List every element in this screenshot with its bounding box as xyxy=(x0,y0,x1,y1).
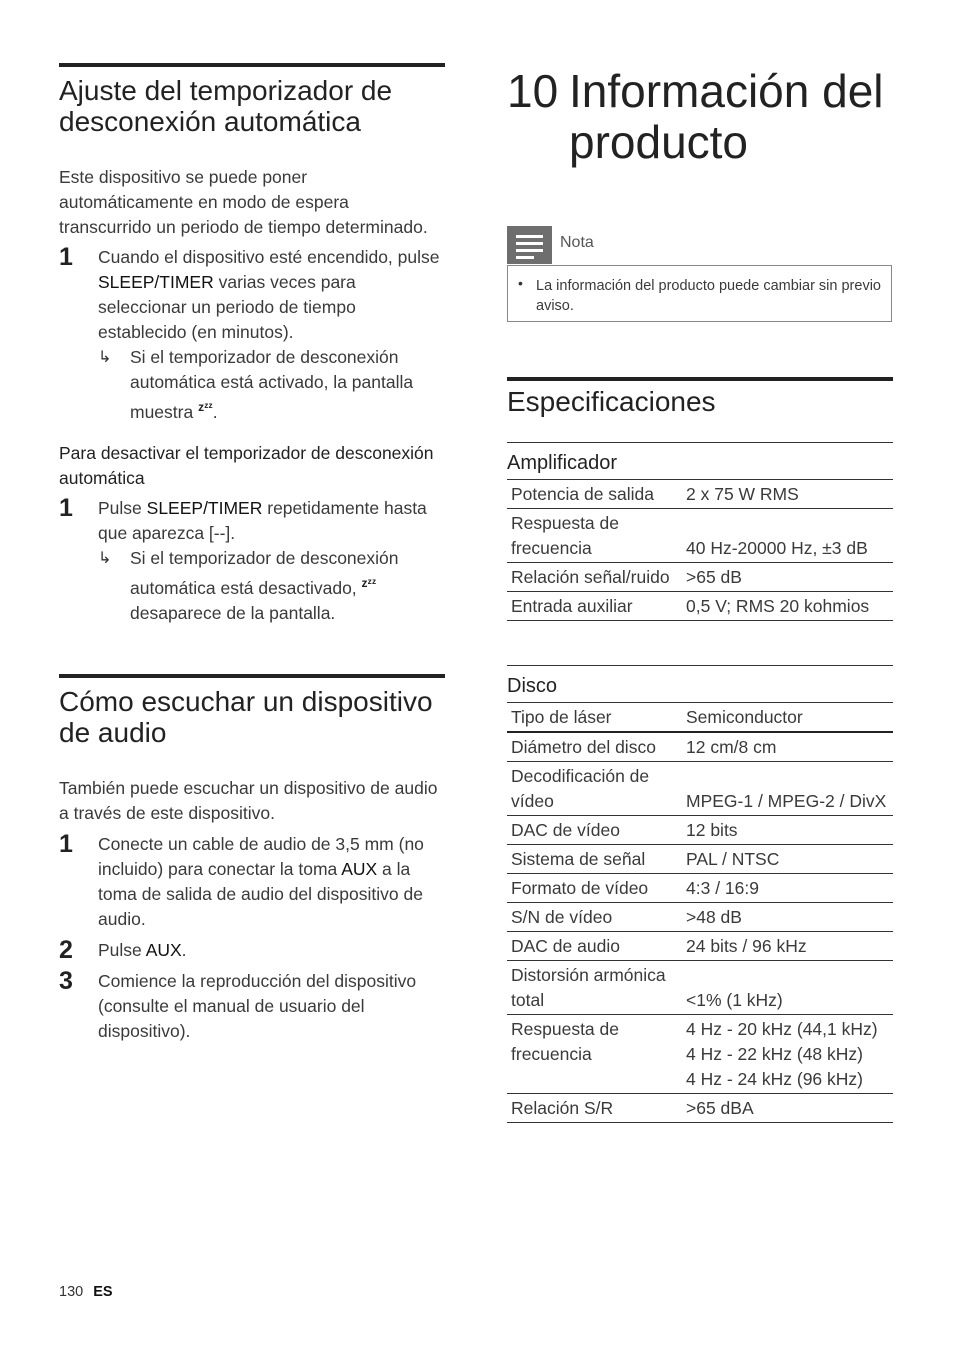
spec-value xyxy=(682,845,893,873)
spec-value xyxy=(682,932,893,960)
spec-value-line: MPEG-1 / MPEG-2 / DivX xyxy=(686,791,887,811)
spec-title: Especificaciones xyxy=(507,386,716,417)
spec-value xyxy=(682,480,893,508)
key-label: AUX xyxy=(341,858,378,879)
note-label: Nota xyxy=(560,234,594,251)
note-bullet: • xyxy=(518,275,523,291)
sleep-icon: zᶻᶻ xyxy=(361,575,377,590)
step-number: 1 xyxy=(59,243,73,271)
spec-value xyxy=(682,762,893,815)
spec-key: Formato de vídeo xyxy=(511,878,649,898)
spec-value xyxy=(682,703,893,731)
section-rule xyxy=(59,63,445,67)
step-number: 1 xyxy=(59,829,73,858)
spec-key: Entrada auxiliar xyxy=(511,596,633,616)
spec-key: DAC de audio xyxy=(511,936,620,956)
spec-key: Respuesta de frecuencia xyxy=(511,513,619,558)
amplifier-table xyxy=(507,442,893,621)
spec-key: Decodificación de vídeo xyxy=(511,766,650,811)
spec-value-line: 12 bits xyxy=(686,820,738,840)
spec-value-line: 4:3 / 16:9 xyxy=(686,878,759,898)
audio-intro: También puede escuchar un dispositivo de audio a través de este dispositivo. xyxy=(59,777,438,823)
spec-value-line: >65 dB xyxy=(686,567,742,587)
table-row xyxy=(507,762,893,816)
table-row xyxy=(507,703,893,733)
spec-key: Tipo de láser xyxy=(511,707,612,727)
spec-value-line: >48 dB xyxy=(686,907,742,927)
section-title-audio: Cómo escuchar un dispositivo de audio xyxy=(59,685,433,748)
spec-value-line: 12 cm/8 cm xyxy=(686,737,777,757)
step-number: 1 xyxy=(59,493,73,522)
key-label: SLEEP/TIMER xyxy=(146,497,263,518)
result-arrow-icon: ↳ xyxy=(98,349,112,366)
disc-table xyxy=(507,665,893,1123)
note-icon xyxy=(507,226,552,264)
table-row xyxy=(507,903,893,932)
spec-value xyxy=(682,509,893,562)
spec-value-line: PAL / NTSC xyxy=(686,849,780,869)
spec-key: S/N de vídeo xyxy=(511,907,613,927)
table-row xyxy=(507,845,893,874)
sleep-icon: zᶻᶻ xyxy=(198,400,213,414)
sleep-result-2: ↳ Si el temporizador de desconexión automática está desactivado, $^{zᶻᶻ}$ desaparece de la pantalla. xyxy=(98,547,399,623)
step-number: 3 xyxy=(59,966,73,995)
spec-value-line: 0,5 V; RMS 20 kohmios xyxy=(686,596,870,616)
table-row xyxy=(507,874,893,903)
key-label: SLEEP/TIMER xyxy=(98,272,214,292)
table-row xyxy=(507,733,893,762)
table-row xyxy=(507,1015,893,1094)
audio-step-2: 2 Pulse AUX. xyxy=(59,935,187,964)
spec-value-line: 2 x 75 W RMS xyxy=(686,484,799,504)
spec-value-line: 4 Hz - 22 kHz (48 kHz) xyxy=(686,1044,863,1064)
sleep-step-1: 1 Cuando el dispositivo esté encendido, pulse SLEEP/TIMER varias veces para seleccionar un periodo de tiempo establecido (en minutos). xyxy=(59,243,440,342)
table-row xyxy=(507,480,893,509)
section-title-sleep-timer: Ajuste del temporizador de desconexión automática xyxy=(59,75,393,137)
spec-key: Distorsión armónica total xyxy=(511,965,666,1010)
spec-value xyxy=(682,1015,893,1093)
spec-key: Sistema de señal xyxy=(511,849,646,869)
spec-value xyxy=(682,816,893,844)
sleep-intro: Este dispositivo se puede poner automáticamente en modo de espera transcurrido un periodo de tiempo determinado. xyxy=(59,167,428,237)
spec-value-line: 4 Hz - 20 kHz (44,1 kHz) xyxy=(686,1019,878,1039)
audio-step-1: 1 Conecte un cable de audio de 3,5 mm (no incluido) para conectar la toma AUX a la toma de salida de audio del dispositivo de audio. xyxy=(59,829,424,929)
spec-value xyxy=(682,961,893,1014)
spec-value-line: 4 Hz - 24 kHz (96 kHz) xyxy=(686,1069,863,1089)
table-row xyxy=(507,961,893,1015)
chapter-number: 10 xyxy=(507,65,559,117)
result-arrow-icon: ↳ xyxy=(98,549,112,567)
sleep-subheading: Para desactivar el temporizador de desconexión automática xyxy=(59,442,434,488)
spec-value xyxy=(682,1094,893,1122)
spec-value xyxy=(682,563,893,591)
table-row xyxy=(507,932,893,961)
spec-key: Diámetro del disco xyxy=(511,737,656,757)
note-text: La información del producto puede cambiar sin previo aviso. xyxy=(536,278,881,314)
spec-key: Respuesta de frecuencia xyxy=(511,1019,619,1064)
table-row xyxy=(507,563,893,592)
table-row xyxy=(507,592,893,621)
chapter-title: Información del producto xyxy=(569,65,884,168)
page-footer xyxy=(59,1284,113,1300)
left-column xyxy=(59,63,445,1044)
audio-step-3: 3 Comience la reproducción del dispositivo (consulte el manual de usuario del dispositivo). xyxy=(59,966,417,1041)
language-code: ES xyxy=(93,1284,113,1300)
spec-value xyxy=(682,903,893,931)
spec-value-line: Semiconductor xyxy=(686,707,803,727)
sleep-result-1: ↳ Si el temporizador de desconexión automática está activado, la pantalla muestra $^{zᶻᶻ}$. xyxy=(98,347,414,422)
spec-value xyxy=(682,874,893,902)
note-box xyxy=(507,265,892,322)
spec-value xyxy=(682,592,893,620)
spec-key: DAC de vídeo xyxy=(511,820,620,840)
section-rule xyxy=(59,674,445,678)
spec-value xyxy=(682,733,893,761)
spec-value-line: >65 dBA xyxy=(686,1098,754,1118)
spec-key: Relación señal/ruido xyxy=(511,567,670,587)
section-rule xyxy=(507,377,893,381)
spec-value-line: <1% (1 kHz) xyxy=(686,990,783,1010)
page-number: 130 xyxy=(59,1284,84,1300)
key-label: AUX xyxy=(145,939,182,960)
table-row xyxy=(507,1094,893,1123)
table-row xyxy=(507,509,893,563)
spec-value-line: 40 Hz-20000 Hz, ±3 dB xyxy=(686,538,868,558)
step-number: 2 xyxy=(59,935,73,964)
sleep-step-off: 1 Pulse SLEEP/TIMER repetidamente hasta que aparezca [--]. xyxy=(59,493,427,543)
spec-key: Potencia de salida xyxy=(511,484,655,504)
spec-value-line: 24 bits / 96 kHz xyxy=(686,936,807,956)
spec-key: Relación S/R xyxy=(511,1098,614,1118)
table-heading: Disco xyxy=(507,665,893,703)
table-row xyxy=(507,816,893,845)
table-heading: Amplificador xyxy=(507,442,893,480)
